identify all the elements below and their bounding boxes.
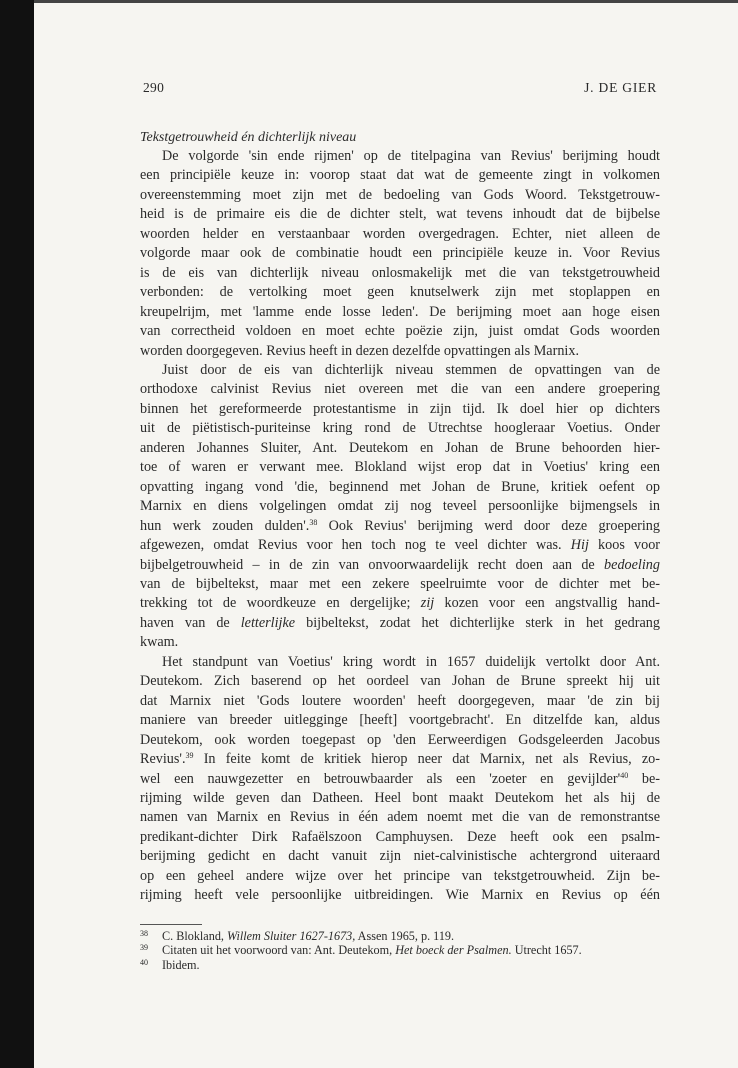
text-line: Deutekom, ook worden toegepast op 'den Eerweerdigen Godsgeleerden Jacobus (140, 731, 660, 748)
text-line: predikant-dichter Dirk Rafaëlszoon Camphuysen. Deze heeft ook een psalm- (140, 828, 660, 845)
footnote-title: Willem Sluiter 1627-1673, (227, 928, 356, 943)
text-line: is de eis van dichterlijk niveau onlosmakelijk met die van tekstgetrouwheid (140, 264, 660, 281)
footnote-divider (140, 924, 202, 925)
emphasis: letterlijke (240, 614, 296, 631)
text-line: orthodoxe calvinist Revius niet overeen met die van een andere groepering (140, 381, 660, 398)
footnote (140, 958, 660, 973)
text-segment: afgewezen, omdat Revius voor hen toch nog te veel dichter was. (140, 537, 562, 554)
text-line: verbonden: de vertolking moet geen knutselwerk zijn met stoplappen en (140, 284, 660, 301)
running-title: J. DE GIER (584, 80, 657, 95)
text-segment: trekking tot de woordkeuze en dergelijke; (140, 595, 411, 612)
text-line (140, 614, 660, 633)
text-segment: koos voor (588, 537, 661, 554)
emphasis: bedoeling (604, 556, 660, 573)
footnote-ref-39[interactable]: 39 (185, 751, 194, 761)
text-segment: Ook Revius' berijming werd door deze groepering (317, 517, 660, 534)
text-line (140, 536, 660, 555)
text-line: berijming gedicht en dacht vanuit zijn niet-calvinistische achtergrond uiteraard (140, 848, 660, 865)
footnote-number: 38 (140, 928, 148, 938)
text-line (140, 556, 660, 575)
text-line: volgorde maar ook de combinatie houdt een principiële keuze in. Voor Revius (140, 245, 660, 262)
emphasis: zij (420, 595, 435, 612)
text-segment: be- (628, 770, 660, 787)
book-page (140, 80, 660, 972)
footnote-text: Assen 1965, p. 119. (355, 928, 455, 943)
text-segment: hun werk zouden dulden'. (140, 517, 310, 534)
text-line: kwam. (140, 634, 179, 651)
text-segment: bijbeltekst, zodat het dichterlijke sterk in het gedrang (295, 614, 660, 631)
text-segment: In feite komt de kritiek hierop neer dat Marnix, net als Revius, zo- (193, 751, 660, 768)
text-line: namen van Marnix en Revius in één adem noemt met die van de remonstrantse (140, 809, 660, 826)
footnote-title: Het boeck der Psalmen. (395, 943, 512, 958)
text-line (140, 517, 660, 536)
text-line: overeenstemming moet zijn met de bedoeling van Gods Woord. Tekstgetrouw- (140, 186, 660, 203)
text-line: Deutekom. Zich baserend op het oordeel van Johan de Brune spreekt hij uit (140, 673, 660, 690)
text-line: anderen Johannes Sluiter, Ant. Deutekom en Johan de Brune behoorden hier- (140, 439, 660, 456)
footnote-text: Utrecht 1657. (511, 943, 582, 958)
text-line: Marnix en diens volgelingen omdat zij nog teveel persoonlijke bijmengsels in (140, 498, 660, 515)
text-segment: haven van de (140, 614, 241, 631)
text-line: een principiële keuze in: voorop staat dat wat de gemeente zingt in volkomen (140, 167, 660, 184)
running-head (140, 80, 660, 100)
footnote (140, 943, 660, 958)
footnotes (140, 929, 660, 973)
paragraph-3 (140, 653, 660, 906)
footnote (140, 929, 660, 944)
text-line: van correctheid voldoen en moet echte poëzie zijn, juist omdat Gods woorden (140, 323, 660, 340)
text-line: rijming wilde geven dan Datheen. Heel bont maakt Deutekom het als hij de (140, 789, 660, 806)
text-line: dat Marnix niet 'Gods loutere woorden' heeft doorgegeven, maar 'de zin bij (140, 692, 660, 709)
footnote-text: Citaten uit het voorwoord van: Ant. Deutekom, (162, 943, 396, 958)
footnote-ref-38[interactable]: 38 (309, 517, 318, 527)
footnote-ref-40[interactable]: 40 (620, 770, 629, 780)
text-line: toe of waren er verwant mee. Blokland wijst erop dat in Voetius' kring een (140, 459, 660, 476)
text-segment: bijbelgetrouwheid – in de zin van onvoorwaardelijk recht doen aan de (140, 556, 605, 573)
scan-border-left (0, 0, 34, 1068)
footnote-text: C. Blokland, (162, 928, 228, 943)
text-line: heid is de primaire eis die de dichter stelt, wat tevens inhoudt dat de bijbelse (140, 206, 660, 223)
text-line: woorden helder en verstaanbaar worden overgedragen. Echter, niet alleen de (140, 225, 660, 242)
paragraph-1 (140, 147, 660, 361)
text-segment: Revius'. (140, 751, 186, 768)
text-line (140, 594, 660, 613)
text-segment: kozen voor een angstvallig hand- (434, 595, 661, 612)
text-line: kreupelrijm, met 'lamme ende losse leden'. De berijming moet aan hoge eisen (140, 303, 660, 320)
text-line: van de bijbeltekst, maar met een zekere speelruimte voor de dichter met be- (140, 575, 660, 592)
text-line: rijming heeft vele persoonlijke uitbreidingen. Wie Marnix en Revius op één (140, 887, 660, 904)
text-line: Juist door de eis van dichterlijk niveau stemmen de opvattingen van de (162, 361, 660, 378)
text-line: maniere van breeder uitlegginge [heeft] voortgebracht'. En ditzelfde kan, aldus (140, 712, 660, 729)
text-line (140, 770, 660, 789)
text-segment: wel een nauwgezetter en betrouwbaarder als een 'zoeter en gevijlder' (140, 770, 621, 787)
paragraph-2 (140, 361, 660, 653)
text-line: op een geheel andere wijze over het principe van tekstgetrouwheid. Zijn be- (140, 867, 660, 884)
text-line: De volgorde 'sin ende rijmen' op de titelpagina van Revius' berijming houdt (162, 148, 660, 164)
text-line: binnen het gereformeerde protestantisme in zijn tijd. Ik doel hier op dichters (140, 400, 660, 417)
scan-border-top (34, 0, 738, 3)
text-line (140, 750, 660, 769)
text-line: opvatting ingang vond 'die, beginnend met Johan de Brune, kritiek oefent op (140, 478, 660, 495)
footnote-text: Ibidem. (162, 957, 200, 972)
section-title: Tekstgetrouwheid én dichterlijk niveau (140, 130, 357, 145)
text-line: Het standpunt van Voetius' kring wordt in 1657 duidelijk vertolkt door Ant. (162, 653, 660, 670)
page-number: 290 (143, 80, 165, 95)
emphasis: Hij (570, 537, 589, 554)
footnote-number: 39 (140, 943, 148, 953)
text-line: worden doorgegeven. Revius heeft in dezen dezelfde opvattingen als Marnix. (140, 342, 580, 359)
text-line: uit de piëtistisch-puriteinse kring rond de Utrechtse hoogleraar Voetius. Onder (140, 420, 660, 437)
footnote-number: 40 (140, 957, 148, 967)
